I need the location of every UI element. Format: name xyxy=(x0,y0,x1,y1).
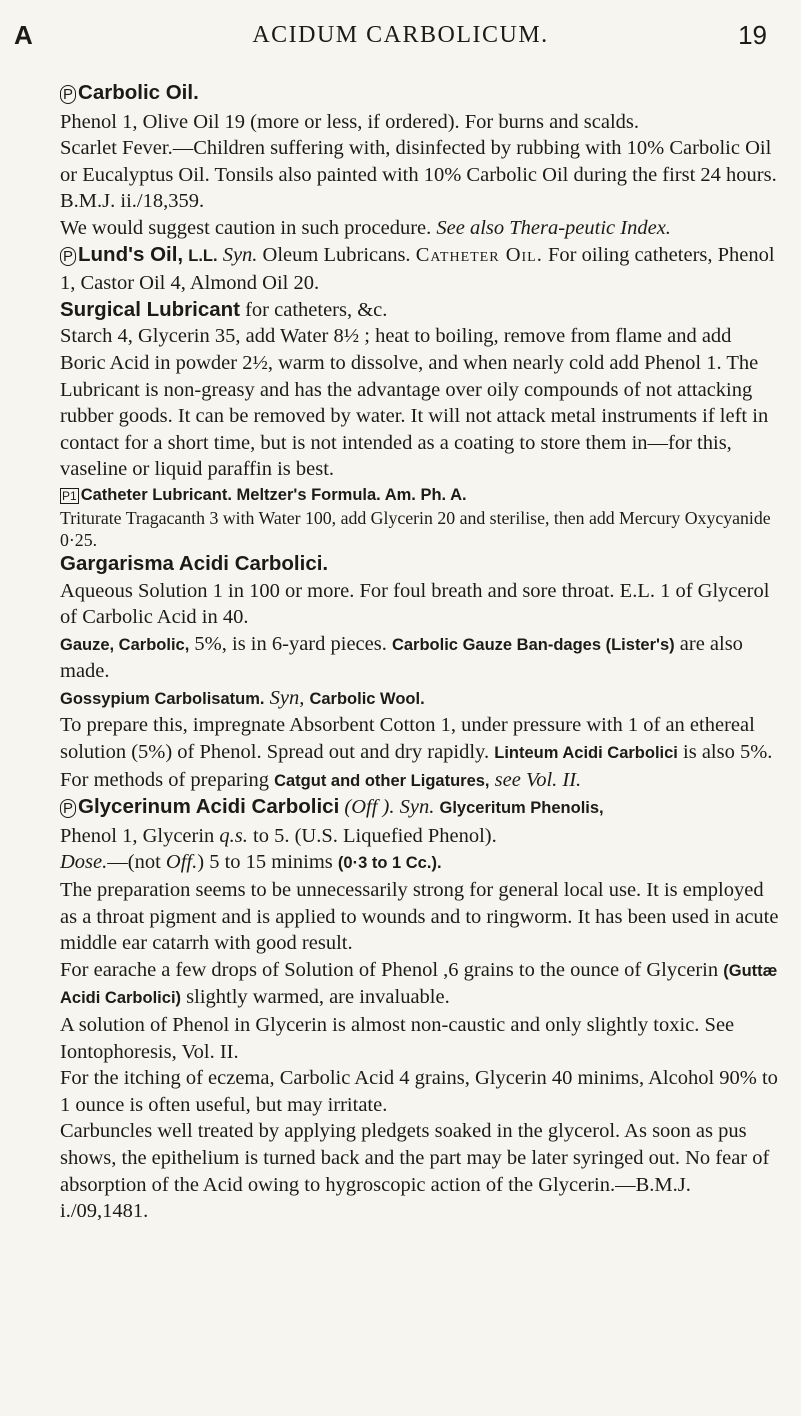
entry-gossypium xyxy=(60,685,782,713)
paragraph xyxy=(60,767,782,795)
formula-symbol-icon: P1 xyxy=(62,488,77,503)
text: To prepare this, impregnate Absorbent Cotton 1, under pressure with 1 of an ethereal solution (5%) of Phenol. Spread out and dry rapidly. xyxy=(60,714,755,764)
dose-metric: (0·3 to 1 Cc.). xyxy=(337,854,442,873)
synonym: Glyceritum Phenolis, xyxy=(439,799,604,818)
text: Phenol 1, Glycerin xyxy=(60,824,215,847)
text: For methods of preparing xyxy=(60,768,269,791)
text: slightly warmed, are invaluable. xyxy=(186,986,450,1009)
entry-heading: Gargarisma Acidi Carbolici. xyxy=(60,551,329,575)
paragraph xyxy=(60,712,782,766)
paragraph: Carbuncles well treated by applying pledgets soaked in the glycerol. As soon as pus shows, the epithelium is turned back and the part may be later syringed out. No fear of absorption of the Acid owing to hygroscopic action of the Glycerin.—B.M.J. i./09,1481. xyxy=(60,1120,770,1223)
text: is also 5%. xyxy=(683,741,773,764)
paragraph: Scarlet Fever.—Children suffering with, disinfected by rubbing with 10% Carbolic Oil or Eucalyptus Oil. Tonsils also painted with 10% Carbolic Oil during the first 24 hours. B.M.J. ii./18,359. xyxy=(60,137,777,213)
text: For oiling catheters, Phenol 1, Castor Oil 4, Almond Oil 20. xyxy=(60,243,775,295)
entry-heading: Catheter Lubricant. Meltzer's Formula. Am. Ph. A. xyxy=(80,485,467,504)
paragraph: Starch 4, Glycerin 35, add Water 8½ ; heat to boiling, remove from flame and add Boric Acid in powder 2½, warm to dissolve, and when nearly cold add Phenol 1. The Lubricant is non-greasy and has the advantage over oily compounds of not attacking rubber goods. It can be removed by water. It will not attack metal instruments if left in contact for a short time, but is not intended as a coating to store them in—for this, vaseline or liquid paraffin is best. xyxy=(60,325,769,481)
syn-label: Syn, xyxy=(269,686,305,709)
entry-text: Phenol 1, Olive Oil 19 (more or less, if ordered). For burns and scalds. xyxy=(60,110,640,133)
section-letter: A xyxy=(14,20,33,50)
paragraph: A solution of Phenol in Glycerin is almost non-caustic and only slightly toxic. See Iontophoresis, Vol. II. xyxy=(60,1014,735,1063)
entry-heading: Gauze, Carbolic, xyxy=(60,635,190,654)
pharmacopoeia-tag: L.L. xyxy=(188,246,218,265)
entry-gargarisma xyxy=(60,551,782,578)
synonym: Carbolic Wool. xyxy=(309,689,425,708)
paragraph: For the itching of eczema, Carbolic Acid 4 grains, Glycerin 40 minims, Alcohol 90% to 1 ounce is often useful, but may irritate. xyxy=(60,1067,778,1116)
paragraph: The preparation seems to be unnecessarily strong for general local use. It is employed as a throat pigment and is applied to wounds and to ringworm. It has been used in acute middle ear catarrh with good result. xyxy=(60,879,779,955)
entry-heading: Lund's Oil, xyxy=(78,242,184,266)
text: 5%, is in 6-yard pieces. xyxy=(194,632,387,655)
official-mark: (Off ). xyxy=(344,796,395,819)
text-italic: Off. xyxy=(165,851,198,874)
text: ) 5 to 15 minims xyxy=(197,851,333,874)
text: are also made. xyxy=(60,632,743,683)
entry-heading: Carbolic Gauze Ban-dages (Lister's) xyxy=(391,635,675,654)
text-italic: q.s. xyxy=(219,824,248,847)
syn-label: Syn. xyxy=(399,796,435,819)
text: —(not xyxy=(107,851,161,874)
paragraph xyxy=(60,957,782,1012)
entry-carbolic-oil xyxy=(60,80,782,135)
text: We would suggest caution in such procedure. xyxy=(60,216,432,239)
entry-lunds-oil xyxy=(60,242,782,297)
running-title: ACIDUM CARBOLICUM. xyxy=(252,22,549,48)
dose-line xyxy=(60,849,782,877)
text: to 5. (U.S. Liquefied Phenol). xyxy=(253,824,497,847)
paragraph xyxy=(60,215,782,242)
text: for catheters, &c. xyxy=(245,298,388,321)
entry-heading: Linteum Acidi Carbolici xyxy=(494,744,678,763)
entry-gauze xyxy=(60,631,782,685)
official-symbol-icon: P xyxy=(60,247,76,266)
dose-label: Dose. xyxy=(60,851,108,874)
cross-reference: See also Thera-peutic Index. xyxy=(436,216,671,239)
entry-heading: Carbolic Oil. xyxy=(78,81,199,104)
page-number: 19 xyxy=(738,20,767,50)
entry-heading: (Guttæ Acidi Carbolici) xyxy=(60,961,778,1008)
entry-heading: Catgut and other Ligatures, xyxy=(274,771,490,790)
entry-heading: Glycerinum Acidi Carbolici xyxy=(78,795,340,819)
official-symbol-icon: P xyxy=(60,85,76,104)
entry-heading: Gossypium Carbolisatum. xyxy=(60,689,265,708)
entry-surgical-lubricant xyxy=(60,297,782,324)
official-symbol-icon: P xyxy=(60,799,76,818)
synonym: Catheter Oil. xyxy=(415,243,543,266)
text: Triturate Tragacanth 3 with Water 100, add Glycerin 20 and sterilise, then add Mercury Oxycyanide 0·25. xyxy=(60,507,771,550)
running-header xyxy=(0,18,801,58)
paragraph: Aqueous Solution 1 in 100 or more. For foul breath and sore throat. E.L. 1 of Glycerol of Carbolic Acid in 40. xyxy=(60,579,770,629)
entry-heading: Surgical Lubricant xyxy=(60,297,240,321)
text: Oleum Lubricans. xyxy=(262,243,411,266)
cross-reference: see Vol. II. xyxy=(494,768,582,791)
page-body xyxy=(60,80,782,1225)
syn-label: Syn. xyxy=(222,243,258,266)
entry-glycerinum xyxy=(60,794,782,849)
entry-catheter-lubricant xyxy=(60,483,782,551)
text: For earache a few drops of Solution of Phenol ,6 grains to the ounce of Glycerin xyxy=(60,958,719,981)
